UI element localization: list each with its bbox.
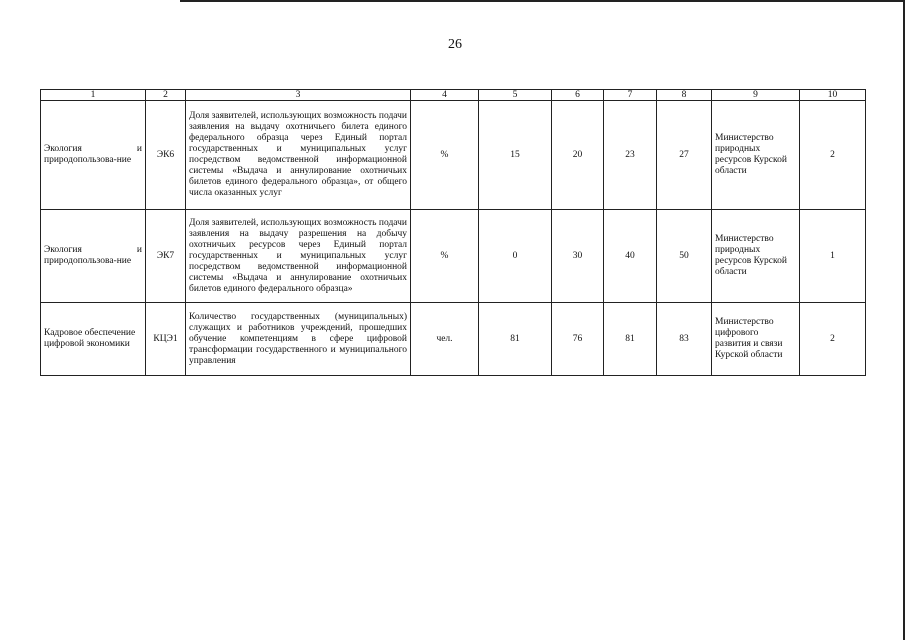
column-header: 2 xyxy=(146,90,186,101)
value-cell: 20 xyxy=(552,101,604,210)
indicator-cell: Количество государственных (муниципальных) служащих и работников учреждений, прошедших обучение компетенциям в сфере цифровой трансформации государственного и муниципального управления xyxy=(186,303,411,376)
unit-cell: % xyxy=(411,210,479,303)
column-header: 4 xyxy=(411,90,479,101)
table-header-row xyxy=(41,90,866,101)
value-cell: 2 xyxy=(800,101,866,210)
indicator-cell: Доля заявителей, использующих возможность подачи заявления на выдачу разрешения на добычу охотничьих ресурсов через Единый портал государственных и муниципальных услуг посредством ведомственной информационной системы «Выдача и аннулирование охотничьих билетов единого федерального образца» xyxy=(186,210,411,303)
code-cell: ЭК7 xyxy=(146,210,186,303)
value-cell: 2 xyxy=(800,303,866,376)
value-cell: 23 xyxy=(604,101,657,210)
column-header: 7 xyxy=(604,90,657,101)
value-cell: 76 xyxy=(552,303,604,376)
value-cell: 81 xyxy=(479,303,552,376)
scan-border-top xyxy=(180,0,905,2)
responsible-cell: Министерство цифрового развития и связи Курской области xyxy=(712,303,800,376)
area-cell: Кадровое обеспечение цифровой экономики xyxy=(41,303,146,376)
table-row xyxy=(41,210,866,303)
area-cell: Экология и природопользова-ние xyxy=(41,210,146,303)
indicators-table xyxy=(40,89,866,376)
value-cell: 83 xyxy=(657,303,712,376)
column-header: 8 xyxy=(657,90,712,101)
table-row xyxy=(41,303,866,376)
value-cell: 30 xyxy=(552,210,604,303)
value-cell: 1 xyxy=(800,210,866,303)
value-cell: 27 xyxy=(657,101,712,210)
area-cell: Экология и природопользова-ние xyxy=(41,101,146,210)
indicator-cell: Доля заявителей, использующих возможность подачи заявления на выдачу охотничьего билета единого федерального образца через Единый портал государственных и муниципальных услуг посредством ведомственной информационной системы «Выдача и аннулирование охотничьих билетов единого федерального образца», от общего числа оказанных услуг xyxy=(186,101,411,210)
page-number: 26 xyxy=(448,37,462,52)
responsible-cell: Министерство природных ресурсов Курской области xyxy=(712,101,800,210)
code-cell: ЭК6 xyxy=(146,101,186,210)
responsible-cell: Министерство природных ресурсов Курской области xyxy=(712,210,800,303)
column-header: 10 xyxy=(800,90,866,101)
value-cell: 50 xyxy=(657,210,712,303)
code-cell: КЦЭ1 xyxy=(146,303,186,376)
column-header: 1 xyxy=(41,90,146,101)
unit-cell: % xyxy=(411,101,479,210)
column-header: 5 xyxy=(479,90,552,101)
column-header: 9 xyxy=(712,90,800,101)
column-header: 3 xyxy=(186,90,411,101)
value-cell: 0 xyxy=(479,210,552,303)
table-row xyxy=(41,101,866,210)
value-cell: 15 xyxy=(479,101,552,210)
column-header: 6 xyxy=(552,90,604,101)
unit-cell: чел. xyxy=(411,303,479,376)
value-cell: 40 xyxy=(604,210,657,303)
value-cell: 81 xyxy=(604,303,657,376)
